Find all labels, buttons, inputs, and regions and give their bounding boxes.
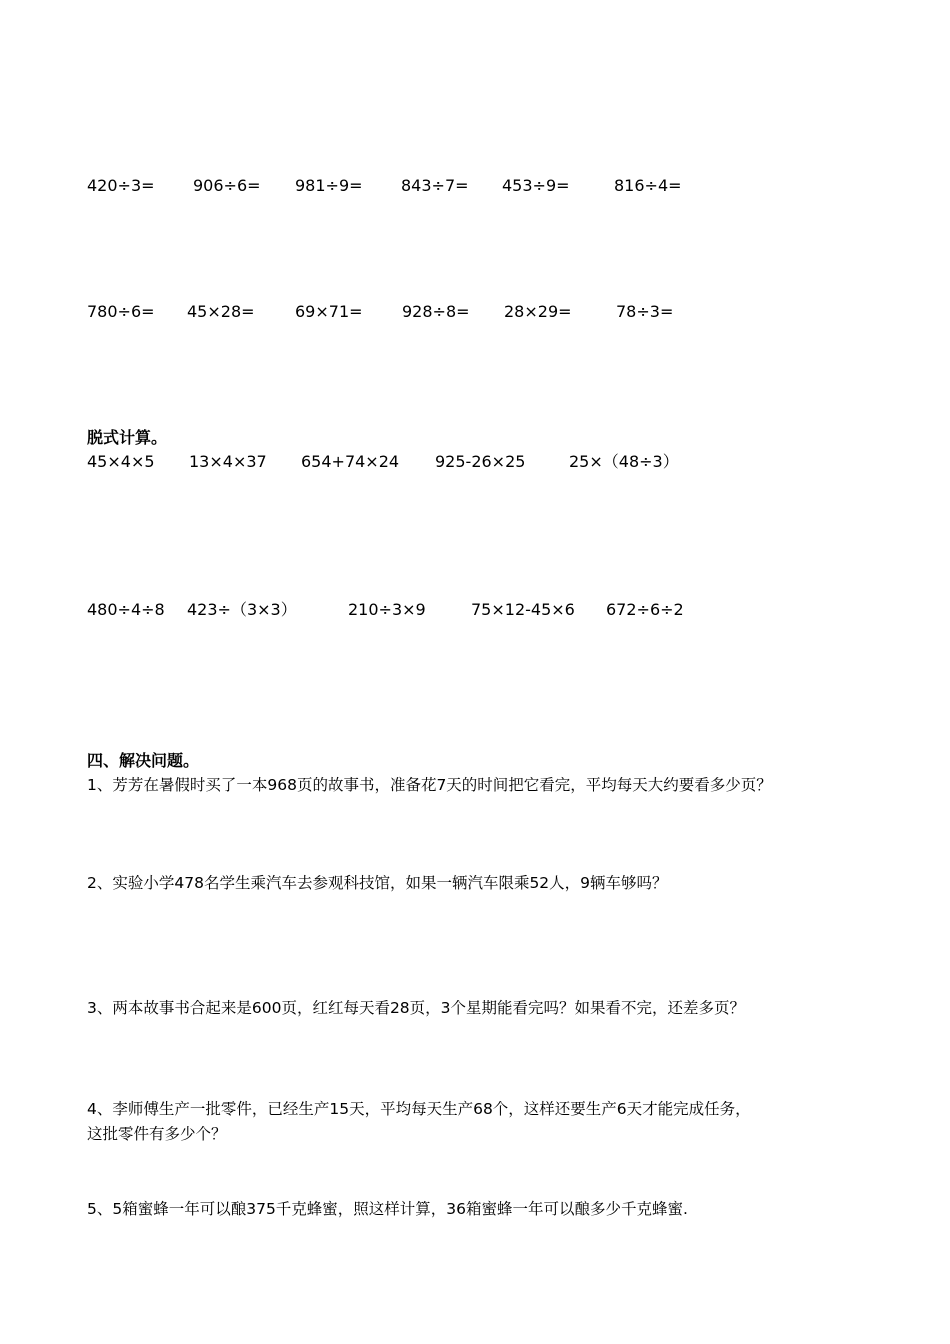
stepwise-item: 654+74×24 — [301, 452, 400, 471]
oral-calc-item: 843÷7= — [401, 176, 469, 195]
oral-calc-item: 78÷3= — [616, 302, 674, 321]
stepwise-item: 45×4×5 — [87, 452, 155, 471]
oral-calc-item: 928÷8= — [402, 302, 470, 321]
stepwise-item: 672÷6÷2 — [606, 600, 684, 619]
stepwise-item: 25×（48÷3） — [569, 452, 679, 471]
oral-calc-item: 816÷4= — [614, 176, 682, 195]
stepwise-item: 423÷（3×3） — [187, 600, 297, 619]
problem-item-3: 3、两本故事书合起来是600页，红红每天看28页，3个星期能看完吗？如果看不完，还差多页？ — [87, 999, 746, 1017]
oral-calc-item: 981÷9= — [295, 176, 363, 195]
stepwise-item: 13×4×37 — [189, 452, 267, 471]
oral-calc-item: 28×29= — [504, 302, 572, 321]
stepwise-item: 210÷3×9 — [348, 600, 426, 619]
problem-item-1: 1、芳芳在暑假时买了一本968页的故事书，准备花7天的时间把它看完，平均每天大约要看多少页？ — [87, 776, 772, 794]
problem-item-4: 4、李师傅生产一批零件，已经生产15天，平均每天生产68个，这样还要生产6天才能完成任务， — [87, 1100, 751, 1118]
problems-heading: 四、解决问题。 — [87, 751, 200, 770]
stepwise-item: 925-26×25 — [435, 452, 526, 471]
oral-calc-item: 906÷6= — [193, 176, 261, 195]
oral-calc-item: 453÷9= — [502, 176, 570, 195]
stepwise-heading: 脱式计算。 — [87, 428, 168, 447]
problem-item-5: 5、5箱蜜蜂一年可以酿375千克蜂蜜，照这样计算，36箱蜜蜂一年可以酿多少千克蜂蜜. — [87, 1200, 688, 1218]
problem-item-2: 2、实验小学478名学生乘汽车去参观科技馆，如果一辆汽车限乘52人，9辆车够吗？ — [87, 874, 668, 892]
stepwise-item: 480÷4÷8 — [87, 600, 165, 619]
oral-calc-item: 420÷3= — [87, 176, 155, 195]
oral-calc-item: 69×71= — [295, 302, 363, 321]
oral-calc-item: 780÷6= — [87, 302, 155, 321]
stepwise-item: 75×12-45×6 — [471, 600, 575, 619]
oral-calc-item: 45×28= — [187, 302, 255, 321]
problem-item-4-continued: 这批零件有多少个？ — [87, 1125, 227, 1143]
